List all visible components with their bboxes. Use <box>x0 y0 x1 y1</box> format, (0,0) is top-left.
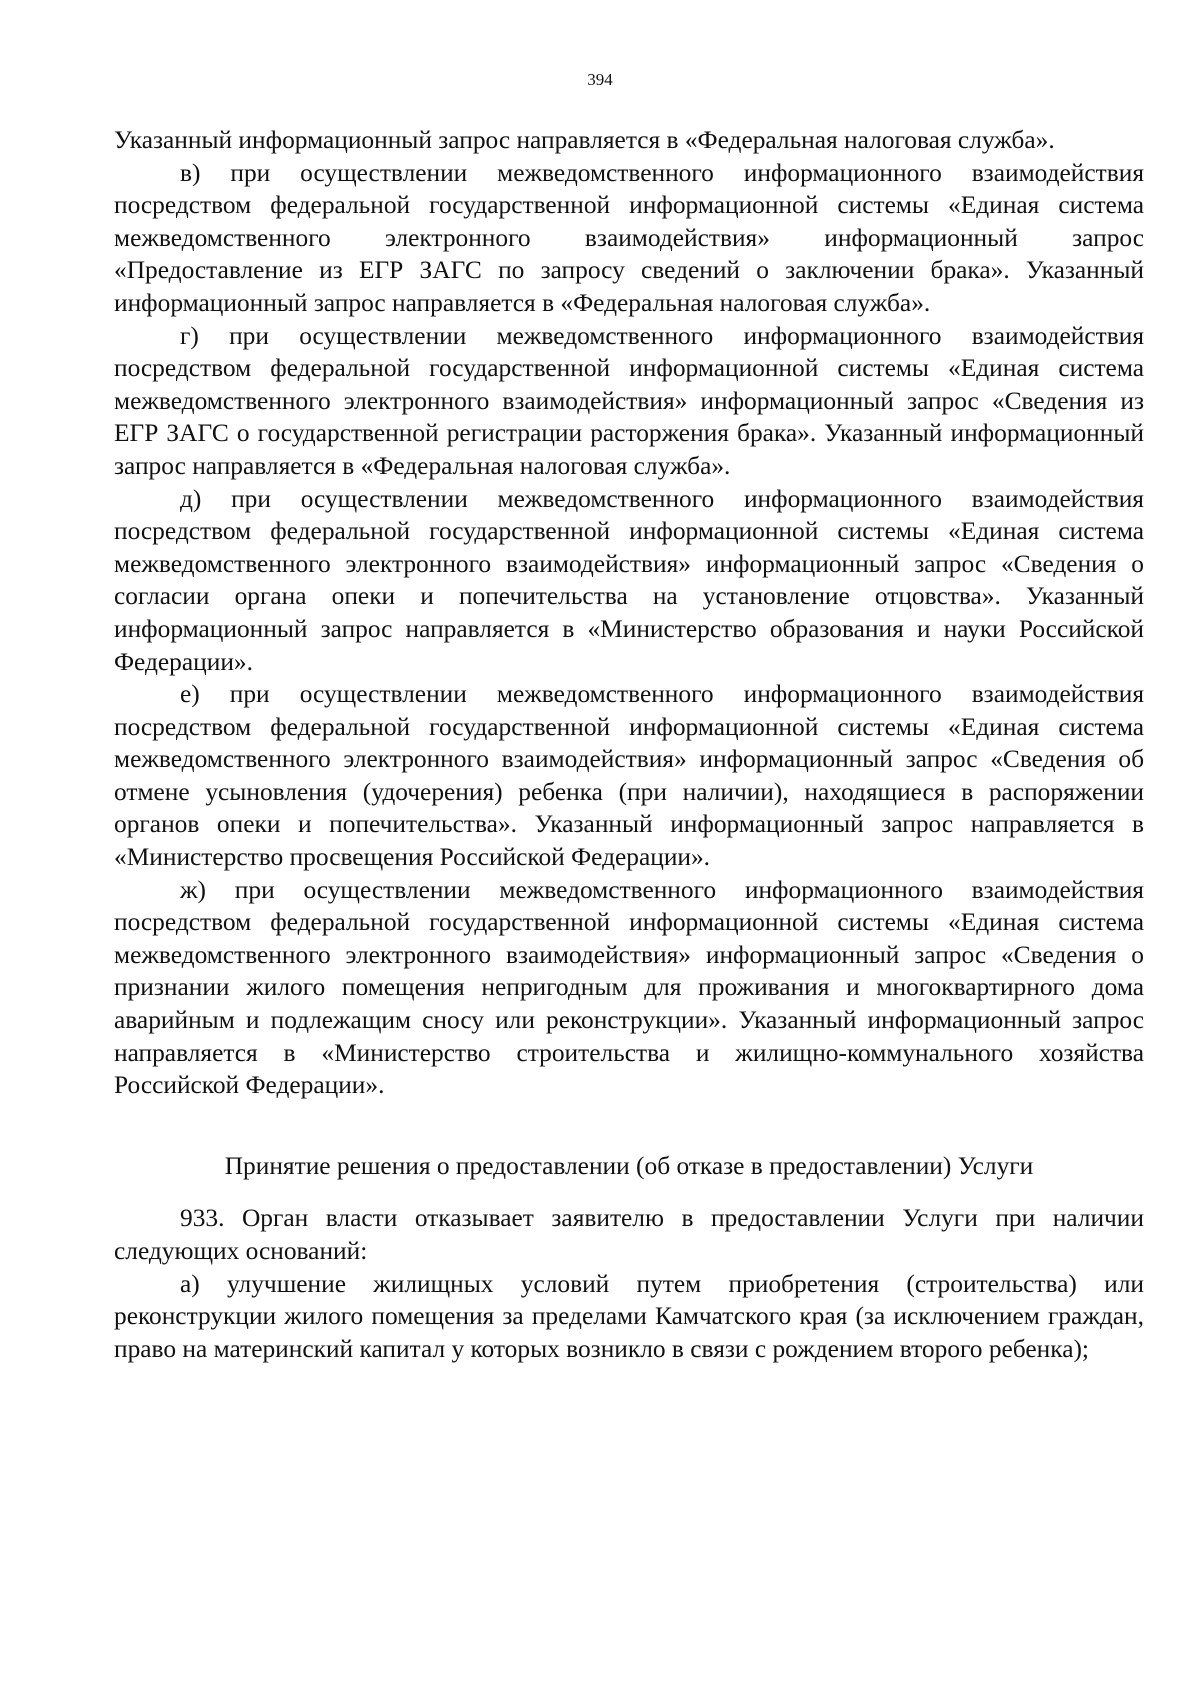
paragraph-933: 933. Орган власти отказывает заявителю в предоставлении Услуги при наличии следующих оснований: <box>114 1204 1144 1265</box>
paragraph-item-d: д) при осуществлении межведомственного информационного взаимодействия посредством федеральной государственной информационной системы «Единая система межведомственного электронного взаимодействия» информационный запрос «Сведения о согласии органа опеки и попечительства на установление отцовства». Указанный информационный запрос направляется в «Министерство образования и науки Российской Федерации». <box>114 484 1144 676</box>
document-body <box>114 124 1144 1365</box>
section-heading: Принятие решения о предоставлении (об отказе в предоставлении) Услуги <box>224 1151 1034 1180</box>
paragraph-item-v: в) при осуществлении межведомственного информационного взаимодействия посредством федеральной государственной информационной системы «Единая система межведомственного электронного взаимодействия» информационный запрос «Предоставление из ЕГР ЗАГС по запросу сведений о заключении брака». Указанный информационный запрос направляется в «Федеральная налоговая служба». <box>114 158 1144 317</box>
paragraph-item-g: г) при осуществлении межведомственного информационного взаимодействия посредством федеральной государственной информационной системы «Единая система межведомственного электронного взаимодействия» информационный запрос «Сведения из ЕГР ЗАГС о государственной регистрации расторжения брака». Указанный информационный запрос направляется в «Федеральная налоговая служба». <box>114 321 1144 480</box>
paragraph-continuation: Указанный информационный запрос направляется в «Федеральная налоговая служба». <box>114 126 1055 154</box>
paragraph-item-a: а) улучшение жилищных условий путем приобретения (строительства) или реконструкции жилого помещения за пределами Камчатского края (за исключением граждан, право на материнский капитал у которых возникло в связи с рождением второго ребенка); <box>114 1269 1144 1363</box>
paragraph-item-zh: ж) при осуществлении межведомственного информационного взаимодействия посредством федеральной государственной информационной системы «Единая система межведомственного электронного взаимодействия» информационный запрос «Сведения о признании жилого помещения непригодным для проживания и многоквартирного дома аварийным и подлежащим сносу или реконструкции». Указанный информационный запрос направляется в «Министерство строительства и жилищно-коммунального хозяйства Российской Федерации». <box>114 875 1144 1100</box>
page-number: 394 <box>587 70 613 89</box>
paragraph-item-e: е) при осуществлении межведомственного информационного взаимодействия посредством федеральной государственной информационной системы «Единая система межведомственного электронного взаимодействия» информационный запрос «Сведения об отмене усыновления (удочерения) ребенка (при наличии), находящиеся в распоряжении органов опеки и попечительства». Указанный информационный запрос направляется в «Министерство просвещения Российской Федерации». <box>114 680 1144 872</box>
